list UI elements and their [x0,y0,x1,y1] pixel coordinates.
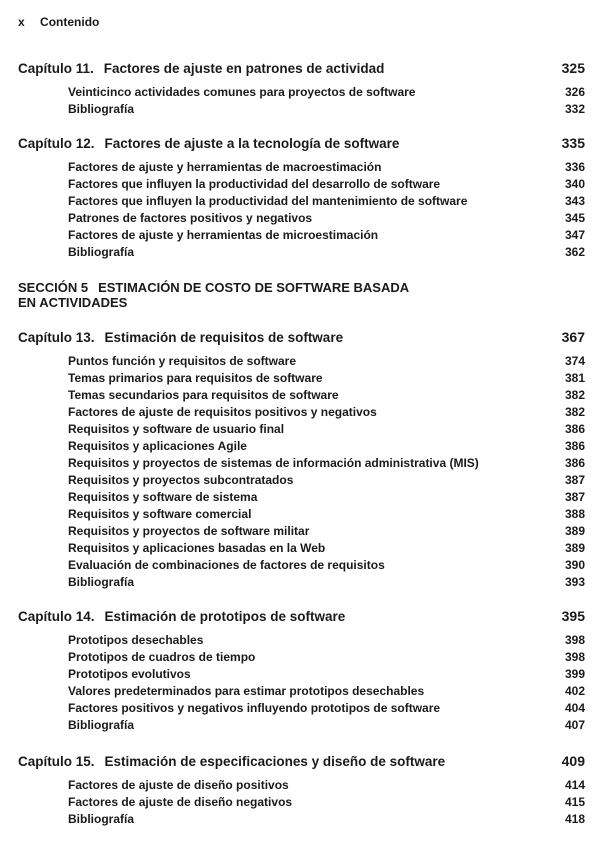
toc-entry [68,777,585,794]
toc-entry [68,438,585,455]
toc-entry [68,700,585,717]
chapter-page: 335 [561,135,585,151]
chapter-title: Estimación de especificaciones y diseño de software [104,754,446,769]
entry-page: 343 [564,194,585,208]
entry-title: Bibliografía [68,575,135,589]
entry-page: 347 [564,228,585,242]
entry-page: 389 [564,524,585,538]
entry-title: Bibliografía [68,718,135,732]
toc-entry [68,489,585,506]
chapter-label: Capítulo 11. [18,61,94,76]
chapter-entries [18,159,585,261]
entry-page: 381 [564,371,585,385]
entry-title: Requisitos y proyectos subcontratados [68,473,294,487]
chapter-title: Estimación de requisitos de software [104,330,344,345]
entry-title: Valores predeterminados para estimar prototipos desechables [68,684,425,698]
entry-page: 332 [564,102,585,116]
entry-page: 418 [564,812,585,826]
entry-title: Veinticinco actividades comunes para proyectos de software [68,85,416,99]
entry-title: Bibliografía [68,102,135,116]
entry-title: Patrones de factores positivos y negativos [68,211,313,225]
page-folio: x [18,15,25,29]
toc-entry [68,472,585,489]
entry-page: 388 [564,507,585,521]
chapter-heading [18,752,585,770]
toc-entry [68,506,585,523]
entry-title: Bibliografía [68,245,135,259]
entry-page: 386 [564,456,585,470]
toc-entry [68,794,585,811]
entry-title: Factores de ajuste y herramientas de microestimación [68,228,379,242]
toc-entry [68,666,585,683]
entry-page: 382 [564,388,585,402]
section-number: SECCIÓN 5 [18,280,89,295]
toc-entry [68,353,585,370]
toc-entry [68,244,585,261]
chapter-heading [18,328,585,346]
entry-page: 404 [564,701,585,715]
chapter-12 [18,134,585,261]
entry-title: Factores de ajuste de diseño positivos [68,778,289,792]
entry-title: Requisitos y software de usuario final [68,422,285,436]
chapter-11 [18,59,585,118]
chapter-entries [18,777,585,828]
entry-title: Puntos función y requisitos de software [68,354,297,368]
entry-page: 326 [564,85,585,99]
entry-page: 389 [564,541,585,555]
toc-entry [68,683,585,700]
entry-page: 362 [564,245,585,259]
entry-page: 336 [564,160,585,174]
chapter-page: 367 [561,329,585,345]
toc-entry [68,540,585,557]
chapter-title: Factores de ajuste en patrones de actividad [103,61,385,76]
toc-entry [68,370,585,387]
entry-page: 386 [564,439,585,453]
toc-entry [68,84,585,101]
toc-entry [68,210,585,227]
entry-title: Requisitos y software de sistema [68,490,258,504]
toc-entry [68,649,585,666]
entry-page: 402 [564,684,585,698]
entry-title: Prototipos de cuadros de tiempo [68,650,256,664]
entry-page: 398 [564,650,585,664]
entry-page: 382 [564,405,585,419]
chapter-entries [18,84,585,118]
entry-page: 393 [564,575,585,589]
entry-page: 415 [564,795,585,809]
entry-title: Prototipos evolutivos [68,667,191,681]
entry-title: Factores que influyen la productividad del mantenimiento de software [68,194,468,208]
entry-title: Prototipos desechables [68,633,204,647]
entry-page: 387 [564,473,585,487]
toc-entry [68,523,585,540]
chapter-page: 409 [561,753,585,769]
entry-page: 387 [564,490,585,504]
entry-page: 399 [564,667,585,681]
entry-title: Requisitos y aplicaciones basadas en la Web [68,541,326,555]
toc-entry [68,101,585,118]
section-title-line2: EN ACTIVIDADES [18,295,128,310]
toc-entry [68,811,585,828]
entry-page: 386 [564,422,585,436]
entry-title: Requisitos y aplicaciones Agile [68,439,247,453]
chapter-heading [18,59,585,77]
chapter-heading [18,607,585,625]
chapter-label: Capítulo 14. [18,609,95,624]
toc-entry [68,632,585,649]
toc-entry [68,387,585,404]
toc-entry [68,455,585,472]
chapter-page: 325 [561,60,585,76]
entry-title: Temas primarios para requisitos de software [68,371,323,385]
chapter-heading [18,134,585,152]
entry-title: Bibliografía [68,812,135,826]
section-title-line1: ESTIMACIÓN DE COSTO DE SOFTWARE BASADA [98,280,410,295]
toc-entry [68,421,585,438]
chapter-13 [18,328,585,591]
running-head [18,15,99,29]
entry-page: 374 [564,354,585,368]
toc-entry [68,404,585,421]
entry-page: 414 [564,778,585,792]
chapter-entries [18,632,585,734]
chapter-label: Capítulo 15. [18,754,95,769]
chapter-label: Capítulo 13. [18,330,95,345]
entry-title: Requisitos y proyectos de sistemas de información administrativa (MIS) [68,456,479,470]
chapter-title: Factores de ajuste a la tecnología de software [104,136,400,151]
chapter-15 [18,752,585,828]
entry-page: 398 [564,633,585,647]
toc-entry [68,159,585,176]
entry-title: Evaluación de combinaciones de factores de requisitos [68,558,385,572]
chapter-title: Estimación de prototipos de software [104,609,346,624]
chapter-entries [18,353,585,591]
entry-title: Factores de ajuste de diseño negativos [68,795,293,809]
toc-entry [68,176,585,193]
entry-title: Factores de ajuste de requisitos positivos y negativos [68,405,377,419]
toc-entry [68,574,585,591]
entry-title: Factores positivos y negativos influyendo prototipos de software [68,701,441,715]
entry-title: Factores que influyen la productividad del desarrollo de software [68,177,441,191]
toc-entry [68,227,585,244]
entry-title: Temas secundarios para requisitos de software [68,388,339,402]
chapter-14 [18,607,585,734]
running-head-title: Contenido [40,15,100,29]
entry-title: Requisitos y proyectos de software militar [68,524,310,538]
entry-title: Factores de ajuste y herramientas de macroestimación [68,160,382,174]
section-heading [18,280,409,310]
entry-page: 340 [564,177,585,191]
entry-page: 407 [564,718,585,732]
entry-page: 390 [564,558,585,572]
entry-title: Requisitos y software comercial [68,507,252,521]
chapter-page: 395 [561,608,585,624]
toc-entry [68,557,585,574]
chapter-label: Capítulo 12. [18,136,95,151]
toc-entry [68,193,585,210]
toc-entry [68,717,585,734]
entry-page: 345 [564,211,585,225]
